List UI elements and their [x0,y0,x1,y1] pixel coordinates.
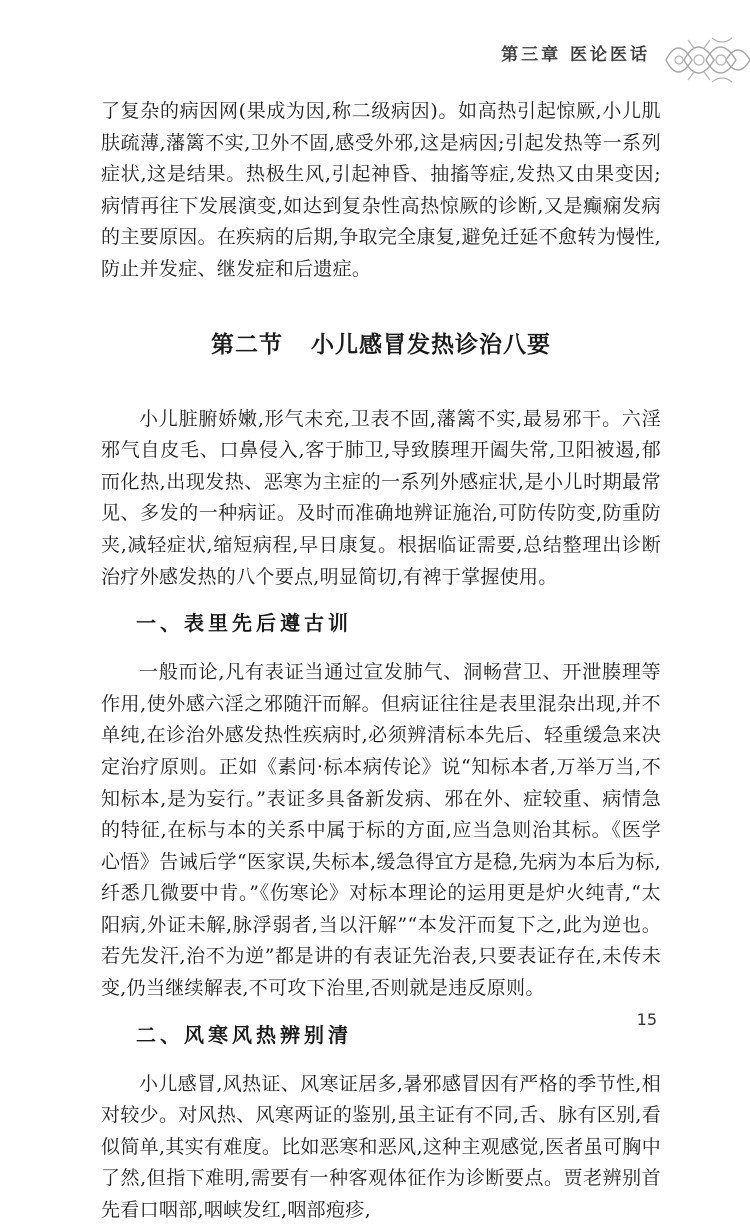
subsection-1-heading: 一、表里先后遵古训 [136,611,352,636]
section-title: 小儿感冒发热诊治八要 [311,331,551,358]
running-header-title: 第三章 医论医话 [501,45,650,65]
subsection-2-paragraph: 小儿感冒,风热证、风寒证居多,暑邪感冒因有严格的季节性,相对较少。对风热、风寒两证的鉴别,虽主证有不同,舌、脉有区别,看似简单,其实有难度。比如恶寒和恶风,这种主观感觉,医者虽可胸中了然,但指下难明,需要有一种客观体征作为诊断要点。贾老辨别首先看口咽部,咽峡发红,咽部疱疹, [101,1072,661,1222]
header-ornament-icon [662,30,750,90]
subsection-2-heading: 二、风寒风热辨别清 [136,1022,352,1047]
intro-paragraph: 了复杂的病因网(果成为因,称二级病因)。如高热引起惊厥,小儿肌肤疏薄,藩篱不实,卫外不固,感受外邪,这是病因;引起发热等一系列症状,这是结果。热极生风,引起神昏、抽搐等症,发热又由果变因;病情再往下发展演变,如达到复杂性高热惊厥的诊断,又是癫痫发病的主要原因。在疾病的后期,争取完全康复,避免迁延不愈转为慢性,防止并发症、继发症和后遗症。 [101,100,661,280]
page-number: 15 [636,1010,657,1029]
section-heading [101,286,661,404]
section-number: 第二节 [211,331,283,358]
subsection-1-paragraph: 一般而论,凡有表证当通过宣发肺气、洞畅营卫、开泄腠理等作用,使外感六淫之邪随汗而解。但病证往往是表里混杂出现,并不单纯,在诊治外感发热性疾病时,必须辨清标本先后、轻重缓急来决定治疗原则。正如《素问·标本病传论》说“知标本者,万举万当,不知标本,是为妄行。”表证多具备新发病、邪在外、症较重、病情急的特征,在标与本的关系中属于标的方面,应当急则治其标。《医学心悟》告诫后学“医家误,失标本,缓急得宜方是稳,先病为本后为标,纤悉几微要中肯。”《伤寒论》对标本理论的运用更是炉火纯青,“太阳病,外证未解,脉浮弱者,当以汗解”“本发汗而复下之,此为逆也。若先发汗,治不为逆”都是讲的有表证先治表,只要表证存在,未传未变,仍当继续解表,不可攻下治里,否则就是违反原则。 [101,661,661,1000]
section-intro-paragraph: 小儿脏腑娇嫩,形气未充,卫表不固,藩篱不实,最易邪干。六淫邪气自皮毛、口鼻侵入,客于肺卫,导致腠理开阖失常,卫阳被遏,郁而化热,出现发热、恶寒为主症的一系列外感症状,是小儿时期最常见、多发的一种病证。及时而准确地辨证施治,可防传防变,防重防夹,减轻症状,缩短病程,早日康复。根据临证需要,总结整理出诊断治疗外感发热的八个要点,明显简切,有裨于掌握使用。 [101,407,661,588]
page-body [101,96,661,1227]
